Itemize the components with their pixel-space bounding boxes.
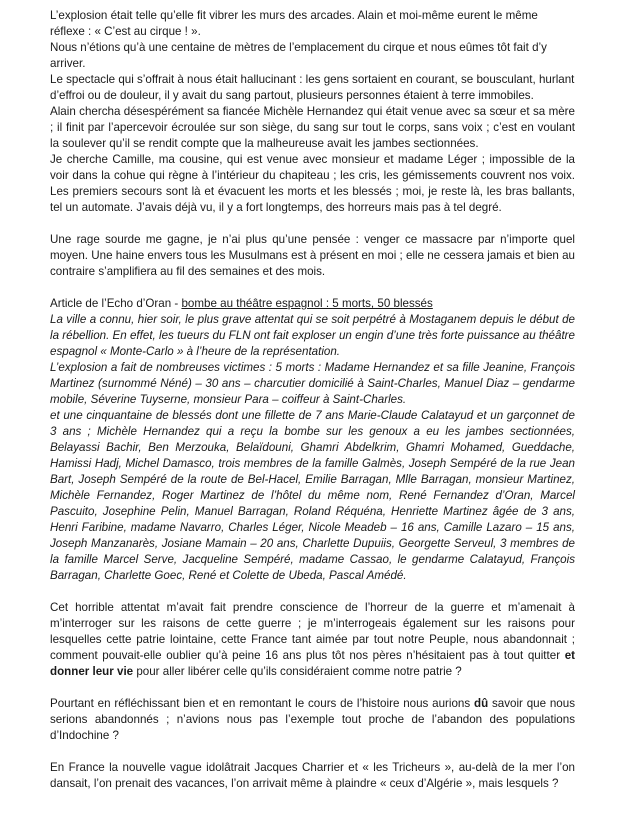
paragraph-arrival: Nous n’étions qu’à une centaine de mètres de l’emplacement du cirque et nous eûmes tôt fait d’y arriver.	[50, 41, 547, 70]
article-wounded: et une cinquantaine de blessés dont une fillette de 7 ans Marie-Claude Calatayud et un garçonnet de 3 ans ; Michèle Hernandez qui a reçu la bombe sur les genoux a eu les jambes sectionnées, Belayassi Bachir, Ben Merzouka, Belaïdouni, Ghamri Abdelkrim, Ghamri Mohamed, Gueddache, Hamissi Hadj, Michel Damasco, trois membres de la famille Galmès, Joseph Sempéré de la rue Jean Bart, Joseph Sempéré de la route de Bel-Hacel, Emilie Barragan, Mlle Barragan, monsieur Martinez, Michèle Fernandez, Roger Martinez de l’hôtel du même nom, René Fernandez d’Oran, Marcel Pascuito, Josephine Pelin, Manuel Barragan, Roland Réquéna, Henriette Martinez âgée de 3 ans, Henri Faribine, madame Navarro, Charles Léger, Nicole Meadeb – 16 ans, Camille Lazaro – 15 ans, Joseph Manzanarès, Josiane Mamain – 20 ans, Charlette Dupuiis, Georgette Serveul, 3 membres de la famille Marcel Serve, Jacqueline Sempéré, madame Cassao, le gendarme Calatayud, François Barragan, Charlette Goec, René et Colette de Ubeda, Pascal Amédé.	[50, 409, 575, 582]
paragraph-rage: Une rage sourde me gagne, je n’ai plus qu’une pensée : venger ce massacre par n’importe quel moyen. Une haine envers tous les Musulmans est à présent en moi ; elle ne cessera jamais et bien au contraire s’amplifiera au fil des semaines et des mois.	[50, 233, 575, 278]
spacer	[50, 280, 575, 296]
spacer	[50, 680, 575, 696]
paragraph-alain: Alain chercha désespérément sa fiancée Michèle Hernandez qui était venue avec sa sœur et sa mère ; il finit par l’apercevoir écroulée sur son siège, du sang sur tout le corps, sans voix ; c’est en voulant la soulever qu’il se rendit compte que la malheureuse avait les jambes sectionnées.	[50, 105, 575, 150]
paragraph-spectacle: Le spectacle qui s’offrait à nous était hallucinant : les gens sortaient en courant, se bousculant, hurlant d’effroi ou de douleur, il y avait du sang partout, plusieurs personnes étaient à terre immobiles.	[50, 73, 575, 102]
paragraph-explosion: L’explosion était telle qu’elle fit vibrer les murs des arcades. Alain et moi-même eurent le même réflexe : « C’est au cirque ! ».	[50, 9, 538, 38]
article-prefix: Article de l’Echo d’Oran -	[50, 297, 182, 310]
paragraph-histoire	[50, 696, 575, 744]
conscience-bold: et donner leur vie	[50, 649, 575, 678]
article-heading	[50, 296, 575, 312]
paragraph-france: En France la nouvelle vague idolâtrait Jacques Charrier et « les Tricheurs », au-delà de la mer l’on dansait, l’on prenait des vacances, l’on arrivait même à plaindre « ceux d’Algérie », mais lesquels ?	[50, 761, 575, 790]
paragraph-conscience	[50, 600, 575, 680]
histoire-text-b: savoir que nous serions abandonnés ; n’avions nous pas l’exemple tout proche de l’abandon des populations d’Indochine ?	[50, 697, 575, 742]
conscience-text-b: pour aller libérer celle qu’ils considéraient comme notre patrie ?	[133, 665, 462, 678]
article-headline: bombe au théâtre espagnol : 5 morts, 50 blessés	[181, 297, 433, 310]
histoire-text-a: Pourtant en réfléchissant bien et en remontant le cours de l’histoire nous aurions	[50, 697, 474, 710]
article-intro: La ville a connu, hier soir, le plus grave attentat qui se soit perpétré à Mostaganem depuis le début de la rébellion. En effet, les tueurs du FLN ont fait exploser un engin d’une très forte puissance au théâtre espagnol « Monte-Carlo » à l’heure de la représentation.	[50, 313, 575, 358]
paragraph-camille: Je cherche Camille, ma cousine, qui est venue avec monsieur et madame Léger ; impossible de la voir dans la cohue qui règne à l’intérieur du chapiteau ; les cris, les gémissements couvrent nos voix. Les premiers secours sont là et évacuent les morts et les blessés ; moi, je reste là, les bras ballants, tel un automate. J’avais déjà vu, il y a fort longtemps, des horreurs mais pas à tel degré.	[50, 153, 575, 214]
article-victims: L’explosion a fait de nombreuses victimes : 5 morts : Madame Hernandez et sa fille Jeanine, François Martinez (surnommé Néné) – 30 ans – charcutier domicilié à Saint-Charles, Manuel Diaz – gendarme mobile, Séverine Tuyserne, monsieur Para – coiffeur à Saint-Charles.	[50, 361, 575, 406]
histoire-bold: dû	[473, 697, 489, 710]
conscience-text-a: Cet horrible attentat m’avait fait prendre conscience de l’horreur de la guerre et m’amenait à m’interroger sur les raisons de cette guerre ; je m’interrogeais également sur les raisons pour lesquelles cette patrie lointaine, cette France tant aimée par tout notre Peuple, nous abandonnait ; comment pouvait-elle oublier qu’à peine 16 ans plus tôt nos pères n’hésitaient pas à tout quitter	[50, 601, 575, 662]
spacer	[50, 744, 575, 760]
spacer	[50, 216, 575, 232]
spacer	[50, 584, 575, 600]
